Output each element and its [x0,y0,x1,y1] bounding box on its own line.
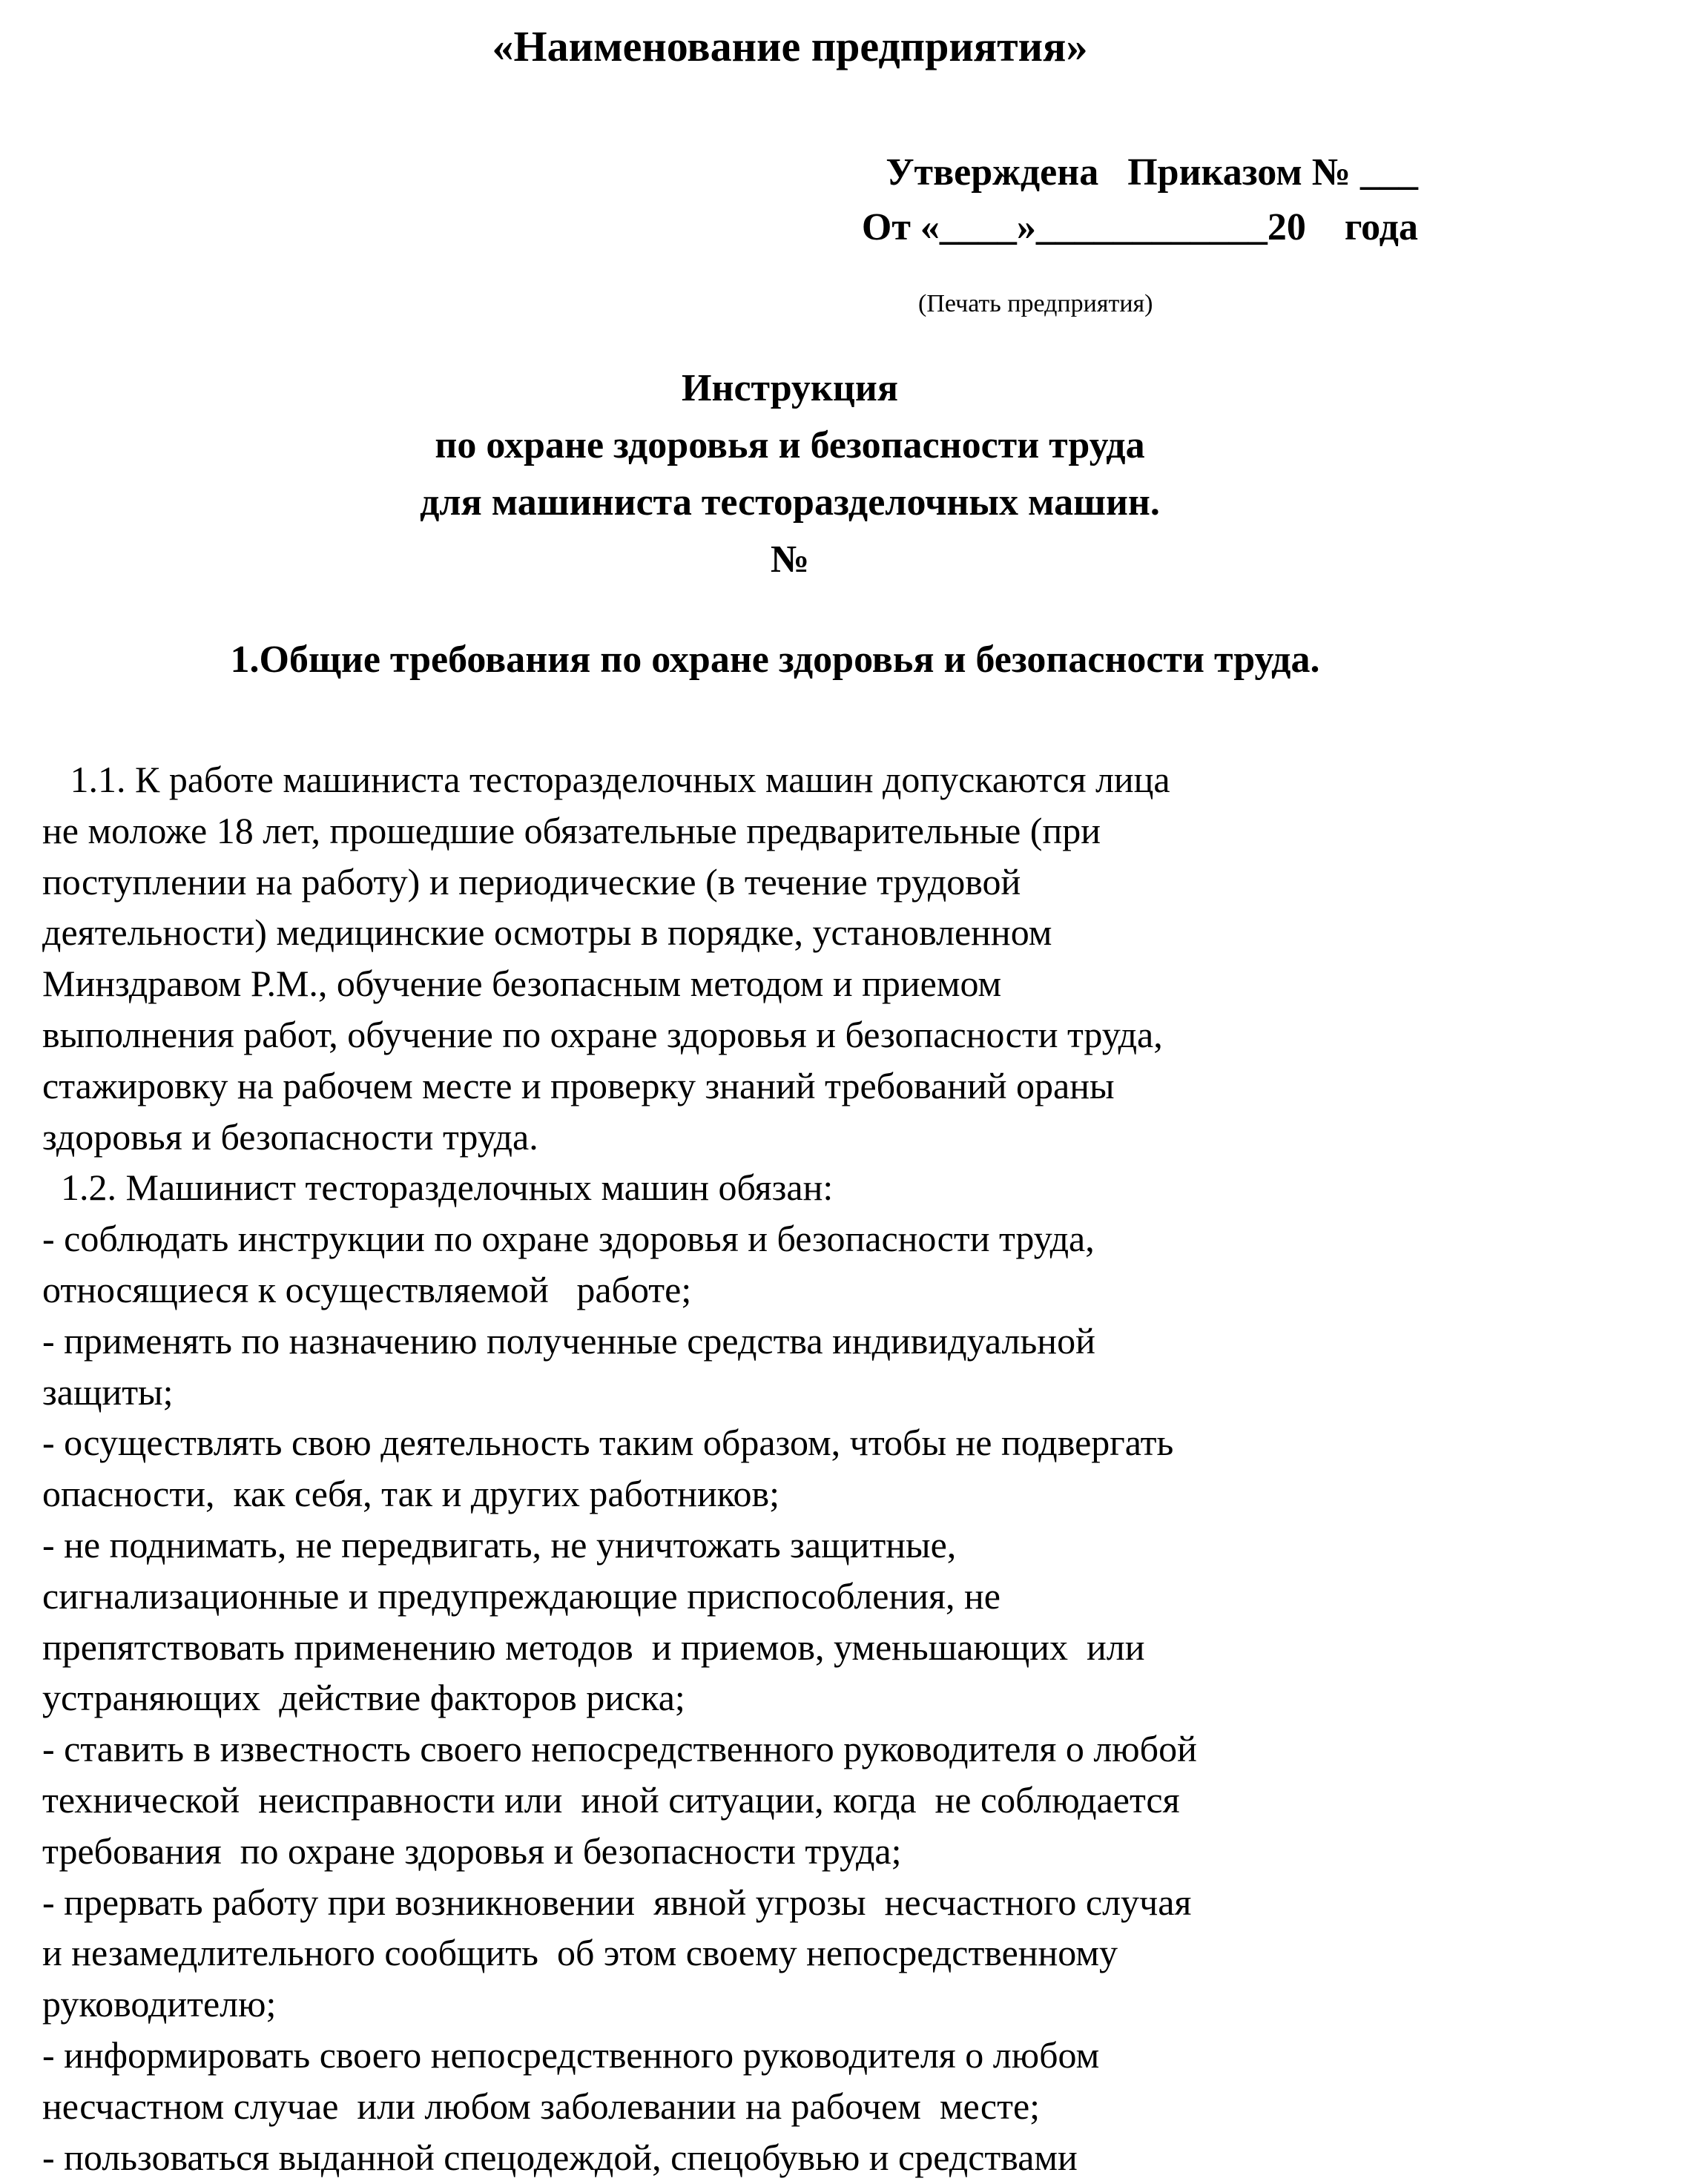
body-line: 1.2. Машинист тесторазделочных машин обязан: [42,1167,834,1209]
body-line: технической неисправности или иной ситуации, когда не соблюдается [42,1778,1180,1821]
body-line: - пользоваться выданной спецодеждой, спецобувью и средствами [42,2136,1078,2178]
document-title [0,360,1580,588]
section-body [42,754,1197,2183]
document-title-line-2: по охране здоровья и безопасности труда [435,424,1145,466]
body-line: не моложе 18 лет, прошедшие обязательные предварительные (при [42,809,1101,851]
approval-order-line: Утверждена Приказом № ___ [886,151,1418,194]
body-line: - ставить в известность своего непосредственного руководителя о любой [42,1728,1197,1770]
body-line: Минздравом Р.М., обучение безопасным методом и приемом [42,963,1002,1005]
body-line: стажировку на рабочем месте и проверку знаний требований ораны [42,1064,1115,1106]
body-line: - информировать своего непосредственного руководителя о любом [42,2033,1100,2076]
document-number: № [770,538,810,581]
body-line: деятельности) медицинские осмотры в порядке, установленном [42,911,1052,954]
body-line: - соблюдать инструкции по охране здоровья и безопасности труда, [42,1218,1095,1260]
stamp-placeholder: (Печать предприятия) [918,290,1153,317]
body-line: относящиеся к осуществляемой работе; [42,1268,692,1310]
body-line: сигнализационные и предупреждающие приспособления, не [42,1574,1001,1617]
body-line: 1.1. К работе машиниста тесторазделочных машин допускаются лица [42,759,1170,800]
body-line: - прервать работу при возникновении явной угрозы несчастного случая [42,1881,1192,1923]
approval-block [862,145,1418,255]
document-title-line-3: для машиниста тесторазделочных машин. [420,481,1160,524]
section-heading: 1.Общие требования по охране здоровья и безопасности труда. [230,639,1320,681]
body-line: несчастном случае или любом заболевании на рабочем месте; [42,2085,1041,2127]
body-line: защиты; [42,1370,174,1413]
body-line: руководителю; [42,1983,277,2025]
body-line: устраняющих действие факторов риска; [42,1677,685,1719]
body-line: поступлении на работу) и периодические (в течение трудовой [42,860,1021,903]
organization-name: «Наименование предприятия» [492,22,1088,70]
body-line: требования по охране здоровья и безопасности труда; [42,1830,902,1872]
body-line: - осуществлять свою деятельность таким образом, чтобы не подвергать [42,1422,1174,1464]
body-line: здоровья и безопасности труда. [42,1115,538,1158]
approval-date-line: От «____»____________20 года [861,206,1418,248]
document-title-line-1: Инструкция [682,367,898,409]
body-line: опасности, как себя, так и других работников; [42,1473,779,1515]
body-line: - применять по назначению полученные средства индивидуальной [42,1319,1095,1362]
body-line: - не поднимать, не передвигать, не уничтожать защитные, [42,1523,957,1566]
body-line: выполнения работ, обучение по охране здоровья и безопасности труда, [42,1013,1163,1055]
body-line: препятствовать применению методов и приемов, уменьшающих или [42,1626,1145,1668]
body-line: и незамедлительного сообщить об этом своему непосредственному [42,1932,1118,1974]
